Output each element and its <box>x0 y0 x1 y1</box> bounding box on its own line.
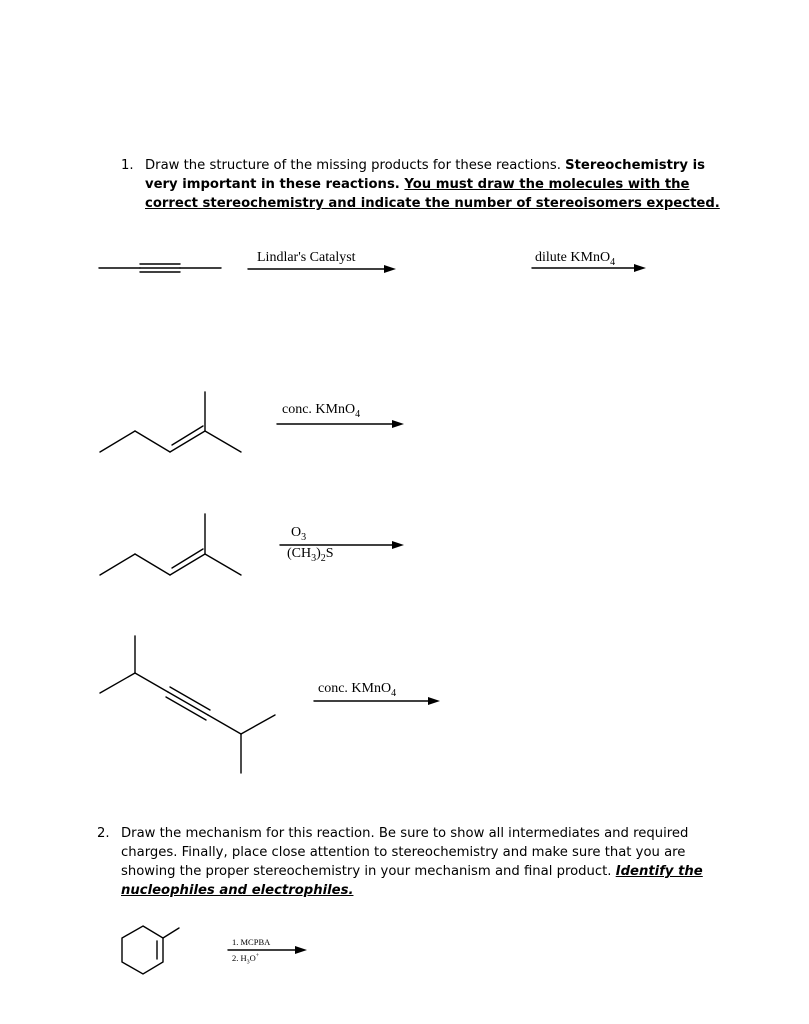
question-2-line-3: showing the proper stereochemistry in your mechanism and final product. Identify the <box>121 864 703 879</box>
question-2-cyclohexene-structure <box>122 926 179 974</box>
question-2-line-2: charges. Finally, place close attention to stereochemistry and make sure that you are <box>121 845 686 860</box>
reaction-3-alkene-structure <box>100 514 241 575</box>
reaction-2-alkene-structure <box>100 392 241 452</box>
reaction-1-reagent-dilute-kmno4: dilute KMnO$_4$ <box>535 250 616 268</box>
reaction-3-reagent-dms: $(CH_3)_2S$ <box>287 546 334 564</box>
question-2-reagent-1: 1. MCPBA <box>232 937 271 947</box>
question-2-text <box>121 824 741 900</box>
reaction-4-arrowhead <box>428 697 440 705</box>
reaction-4-alkyne-structure <box>100 636 275 773</box>
question-1-number: 1. <box>121 158 134 173</box>
reaction-1-arrowhead-1 <box>384 265 396 273</box>
reaction-1-reagent-lindlar: Lindlar's Catalyst <box>257 250 356 265</box>
reaction-4-reagent: conc. KMnO$_4$ <box>318 681 397 699</box>
reaction-2-arrowhead <box>392 420 404 428</box>
reaction-3-arrowhead <box>392 541 404 549</box>
reaction-1-alkyne-structure <box>99 264 221 272</box>
question-2-line-4: nucleophiles and electrophiles. <box>121 883 354 898</box>
question-2-arrowhead <box>295 946 307 954</box>
question-1-line-1: Draw the structure of the missing products for these reactions. Stereochemistry is <box>145 158 705 173</box>
question-2-reagent-2: 2. $H_3O^+$ <box>232 952 260 966</box>
question-2 <box>97 824 747 904</box>
reaction-2-reagent: conc. KMnO$_4$ <box>282 402 361 420</box>
question-2-line-1: Draw the mechanism for this reaction. Be sure to show all intermediates and required <box>121 826 689 841</box>
question-2-number: 2. <box>97 826 110 841</box>
reaction-1-arrowhead-2 <box>634 264 646 272</box>
question-1-line-2: very important in these reactions. You must draw the molecules with the <box>145 177 690 192</box>
question-1-line-3: correct stereochemistry and indicate the number of stereoisomers expected. <box>145 196 720 211</box>
reaction-3-reagent-ozone: $O_3$ <box>291 525 307 543</box>
